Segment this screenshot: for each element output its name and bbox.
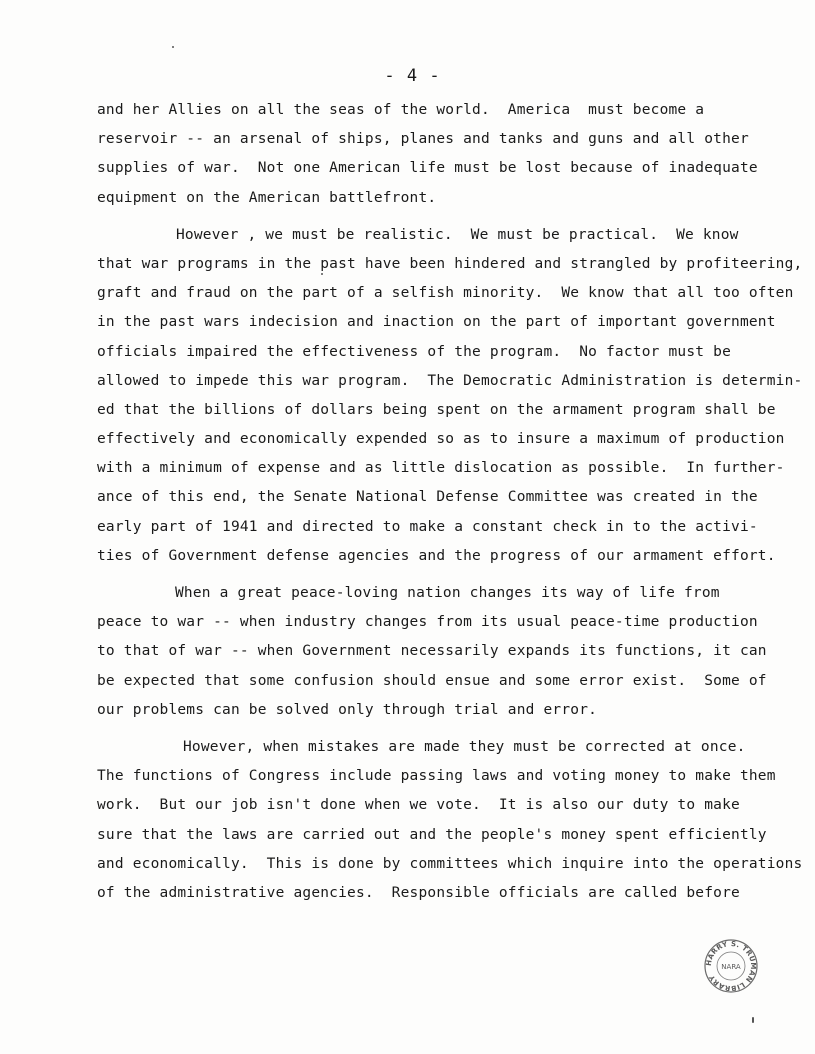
paragraph	[97, 221, 803, 571]
text-line: with a minimum of expense and as little dislocation as possible. In further-	[97, 460, 785, 477]
text-line: and economically. This is done by committees which inquire into the operations	[97, 855, 803, 872]
paragraph	[97, 579, 767, 725]
text-line: supplies of war. Not one American life must be lost because of inadequate	[97, 160, 758, 177]
text-line: ed that the billions of dollars being spent on the armament program shall be	[97, 401, 776, 418]
text-line: peace to war -- when industry changes from its usual peace-time production	[97, 614, 758, 631]
text-line: in the past wars indecision and inaction on the part of important government	[97, 314, 776, 331]
text-line: allowed to impede this war program. The Democratic Administration is determin-	[97, 372, 803, 389]
page-number: - 4 -	[384, 66, 441, 86]
document-body	[97, 96, 803, 908]
text-line: equipment on the American battlefront.	[97, 189, 437, 206]
paragraph	[97, 96, 758, 213]
text-line: early part of 1941 and directed to make a constant check in to the activi-	[97, 518, 758, 535]
text-line: our problems can be solved only through trial and error.	[97, 701, 598, 718]
scan-speck	[172, 46, 174, 48]
paragraph	[97, 733, 803, 908]
text-line: ties of Government defense agencies and the progress of our armament effort.	[97, 547, 776, 564]
text-line: to that of war -- when Government necessarily expands its functions, it can	[97, 643, 767, 660]
text-line: However , we must be realistic. We must be practical. We know	[176, 226, 739, 243]
scan-speck	[752, 1017, 754, 1023]
text-line: However, when mistakes are made they must be corrected at once.	[183, 738, 746, 755]
stamp-ring-text: HARRY S. TRUMAN LIBRARY	[704, 939, 758, 993]
text-line: The functions of Congress include passing laws and voting money to make them	[97, 768, 776, 785]
text-line: ance of this end, the Senate National Defense Committee was created in the	[97, 489, 758, 506]
text-line: that war programs in the past have been hindered and strangled by profiteering,	[97, 255, 803, 272]
text-line: be expected that some confusion should ensue and some error exist. Some of	[97, 672, 767, 689]
text-line: officials impaired the effectiveness of the program. No factor must be	[97, 343, 732, 360]
stamp-center-text: NARA	[721, 963, 741, 971]
text-line: reservoir -- an arsenal of ships, planes and tanks and guns and all other	[97, 131, 749, 148]
text-line: When a great peace-loving nation changes its way of life from	[175, 585, 720, 601]
library-stamp-icon	[703, 938, 759, 994]
text-line: sure that the laws are carried out and the people's money spent efficiently	[97, 826, 767, 843]
scan-speck	[321, 273, 323, 275]
text-line: work. But our job isn't done when we vote. It is also our duty to make	[97, 797, 740, 814]
text-line: and her Allies on all the seas of the world. America must become a	[97, 102, 705, 118]
text-line: of the administrative agencies. Responsible officials are called before	[97, 884, 740, 901]
text-line: graft and fraud on the part of a selfish minority. We know that all too often	[97, 285, 794, 302]
text-line: effectively and economically expended so as to insure a maximum of production	[97, 431, 785, 448]
